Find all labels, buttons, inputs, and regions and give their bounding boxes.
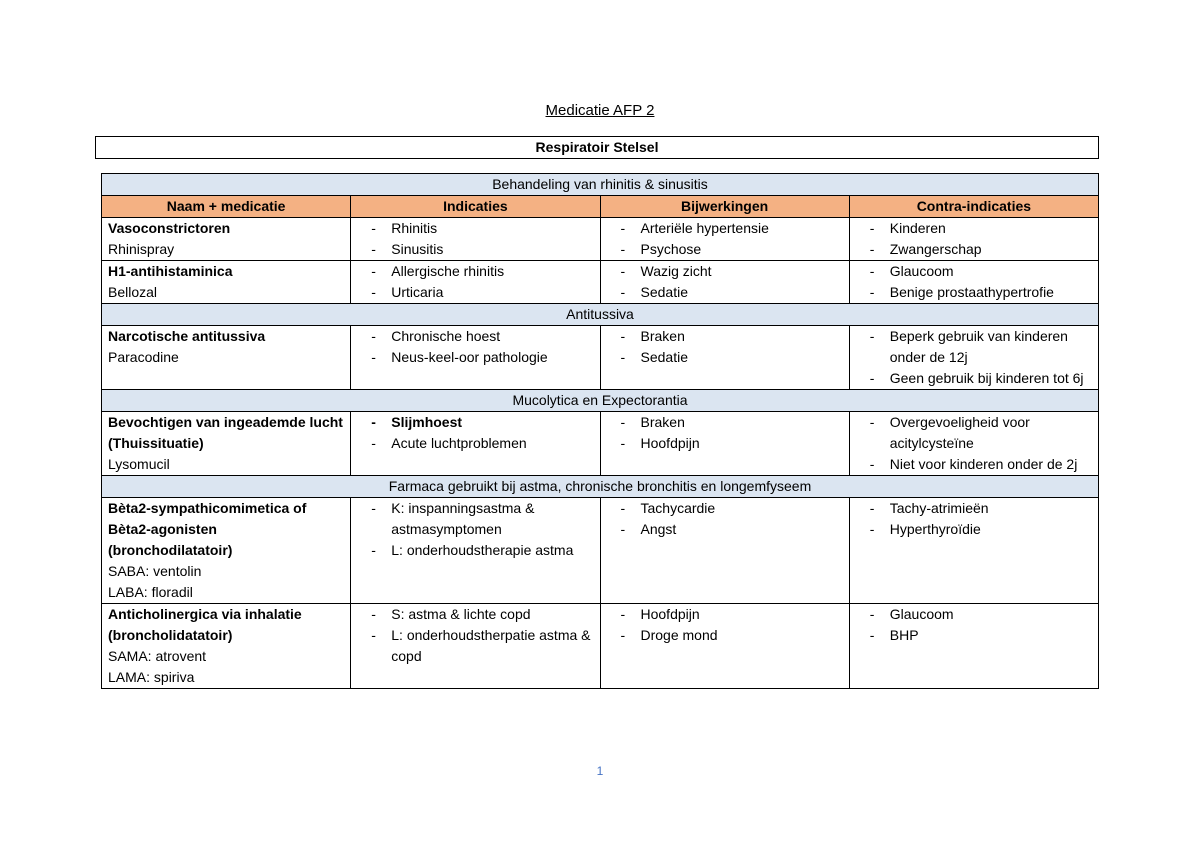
group-header-row xyxy=(102,174,1099,196)
list-item: - Psychose xyxy=(607,239,843,260)
name-cell xyxy=(102,261,351,304)
bijwerkingen-cell xyxy=(600,261,849,304)
list-item: - Droge mond xyxy=(607,625,843,646)
contra-cell xyxy=(849,326,1098,390)
bijwerkingen-cell xyxy=(600,218,849,261)
list-item: - Hyperthyroïdie xyxy=(856,519,1092,540)
table-row xyxy=(102,261,1099,304)
class-subtitle: (broncholidatatoir) xyxy=(108,627,233,643)
drug-name: Bellozal xyxy=(108,284,158,300)
section-header: Respiratoir Stelsel xyxy=(95,136,1099,159)
column-header-bijwerkingen: Bijwerkingen xyxy=(600,196,849,218)
bijwerkingen-cell xyxy=(600,326,849,390)
list-item: - Overgevoeligheid voor acitylcysteïne xyxy=(856,412,1092,454)
group-title: Antitussiva xyxy=(102,304,1099,326)
table-row xyxy=(102,412,1099,476)
class-subtitle: (Thuissituatie) xyxy=(108,435,204,451)
list-item: - Wazig zicht xyxy=(607,261,843,282)
list-item: - Tachy-atrimieën xyxy=(856,498,1092,519)
indicaties-cell xyxy=(351,218,600,261)
class-subtitle: (bronchodilatatoir) xyxy=(108,542,233,558)
class-name: Bèta2-sympathicomimetica of Bèta2-agonisten xyxy=(108,500,307,537)
list-item: - Angst xyxy=(607,519,843,540)
list-item: - Slijmhoest xyxy=(357,412,593,433)
name-cell xyxy=(102,218,351,261)
drug-name: SABA: ventolin xyxy=(108,563,202,579)
column-header-row xyxy=(102,196,1099,218)
medication-table xyxy=(101,173,1099,689)
group-title: Farmaca gebruikt bij astma, chronische bronchitis en longemfyseem xyxy=(102,476,1099,498)
class-name: Bevochtigen van ingeademde lucht xyxy=(108,414,343,430)
column-header-indicaties: Indicaties xyxy=(351,196,600,218)
table-row xyxy=(102,498,1099,604)
table-row xyxy=(102,218,1099,261)
contra-cell xyxy=(849,218,1098,261)
group-title: Behandeling van rhinitis & sinusitis xyxy=(102,174,1099,196)
table-row xyxy=(102,604,1099,689)
contra-cell xyxy=(849,412,1098,476)
list-item: - Glaucoom xyxy=(856,604,1092,625)
table-row xyxy=(102,326,1099,390)
contra-cell xyxy=(849,498,1098,604)
list-item: - Beperk gebruik van kinderen onder de 12j xyxy=(856,326,1092,368)
list-item: - L: onderhoudstherpatie astma & copd xyxy=(357,625,593,667)
drug-name: Rhinispray xyxy=(108,241,175,257)
page-number: 1 xyxy=(596,764,604,778)
list-item: - Rhinitis xyxy=(357,218,593,239)
group-title: Mucolytica en Expectorantia xyxy=(102,390,1099,412)
list-item: - Braken xyxy=(607,326,843,347)
list-item: - L: onderhoudstherapie astma xyxy=(357,540,593,561)
bijwerkingen-cell xyxy=(600,498,849,604)
list-item: - Neus-keel-oor pathologie xyxy=(357,347,593,368)
list-item: - Sedatie xyxy=(607,282,843,303)
list-item: - Urticaria xyxy=(357,282,593,303)
indicaties-cell xyxy=(351,326,600,390)
class-name: H1-antihistaminica xyxy=(108,263,233,279)
class-name: Vasoconstrictoren xyxy=(108,220,231,236)
name-cell xyxy=(102,412,351,476)
list-item: - Tachycardie xyxy=(607,498,843,519)
bijwerkingen-cell xyxy=(600,604,849,689)
document-title: Medicatie AFP 2 xyxy=(545,102,655,119)
list-item: - Geen gebruik bij kinderen tot 6j xyxy=(856,368,1092,389)
list-item: - Benige prostaathypertrofie xyxy=(856,282,1092,303)
list-item: - BHP xyxy=(856,625,1092,646)
list-item: - Braken xyxy=(607,412,843,433)
list-item: - Glaucoom xyxy=(856,261,1092,282)
list-item: - Arteriële hypertensie xyxy=(607,218,843,239)
group-header-row xyxy=(102,476,1099,498)
contra-cell xyxy=(849,604,1098,689)
indicaties-cell xyxy=(351,604,600,689)
bijwerkingen-cell xyxy=(600,412,849,476)
column-header-name: Naam + medicatie xyxy=(102,196,351,218)
drug-name: LAMA: spiriva xyxy=(108,669,195,685)
list-item: - S: astma & lichte copd xyxy=(357,604,593,625)
list-item: - Sinusitis xyxy=(357,239,593,260)
name-cell xyxy=(102,604,351,689)
list-item: - Kinderen xyxy=(856,218,1092,239)
list-item: - Acute luchtproblemen xyxy=(357,433,593,454)
indicaties-cell xyxy=(351,498,600,604)
list-item: - Allergische rhinitis xyxy=(357,261,593,282)
group-header-row xyxy=(102,304,1099,326)
list-item: - K: inspanningsastma & astmasymptomen xyxy=(357,498,593,540)
column-header-contra-indicaties: Contra-indicaties xyxy=(849,196,1098,218)
list-item: - Sedatie xyxy=(607,347,843,368)
drug-name: SAMA: atrovent xyxy=(108,648,207,664)
name-cell xyxy=(102,326,351,390)
drug-name: Lysomucil xyxy=(108,456,170,472)
list-item: - Niet voor kinderen onder de 2j xyxy=(856,454,1092,475)
group-header-row xyxy=(102,390,1099,412)
contra-cell xyxy=(849,261,1098,304)
list-item: - Chronische hoest xyxy=(357,326,593,347)
indicaties-cell xyxy=(351,261,600,304)
name-cell xyxy=(102,498,351,604)
drug-name: LABA: floradil xyxy=(108,584,193,600)
list-item: - Hoofdpijn xyxy=(607,604,843,625)
class-name: Anticholinergica via inhalatie xyxy=(108,606,302,622)
indicaties-cell xyxy=(351,412,600,476)
list-item: - Zwangerschap xyxy=(856,239,1092,260)
list-item: - Hoofdpijn xyxy=(607,433,843,454)
class-name: Narcotische antitussiva xyxy=(108,328,266,344)
drug-name: Paracodine xyxy=(108,349,179,365)
